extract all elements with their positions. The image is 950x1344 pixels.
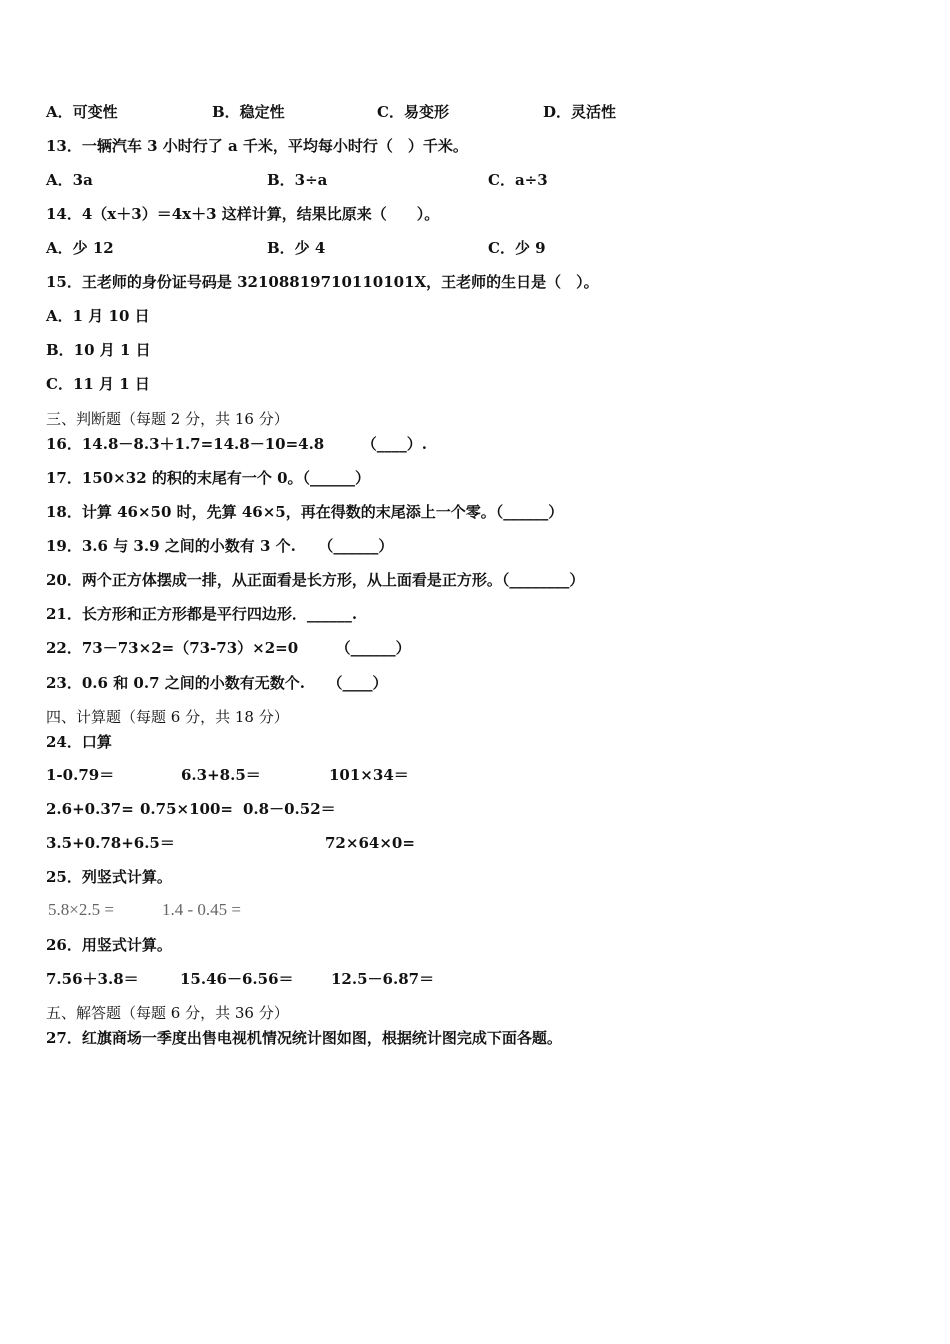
q23: 23．0.6 和 0.7 之间的小数有无数个. （____） — [46, 674, 388, 692]
q13-option-b: B．3÷a — [267, 171, 328, 189]
q13-stem: 13．一辆汽车 3 小时行了 a 千米，平均每小时行（ ）千米。 — [46, 137, 468, 155]
q26-expr-1: 7.56＋3.8＝ — [46, 970, 139, 988]
q26-expr-2: 15.46－6.56＝ — [180, 970, 294, 988]
q27-stem: 27．红旗商场一季度出售电视机情况统计图如图，根据统计图完成下面各题。 — [46, 1029, 562, 1047]
q18: 18．计算 46×50 时，先算 46×5，再在得数的末尾添上一个零。（______） — [46, 503, 564, 521]
q17: 17．150×32 的积的末尾有一个 0。（______） — [46, 469, 371, 487]
q24-r1-expr-2: 6.3+8.5＝ — [181, 766, 261, 784]
q24-r2-expr-1: 2.6+0.37= — [46, 800, 134, 818]
q14-option-a: A．少 12 — [46, 239, 114, 257]
q14-option-b: B．少 4 — [267, 239, 326, 257]
q15-option-a: A．1 月 10 日 — [46, 307, 150, 325]
q24-r3-expr-1: 3.5+0.78+6.5＝ — [46, 834, 175, 852]
q15-stem: 15．王老师的身份证号码是 32108819710110101X，王老师的生日是（ ）。 — [46, 273, 599, 291]
q19: 19．3.6 与 3.9 之间的小数有 3 个. （______） — [46, 537, 394, 555]
section-3-title: 三、判断题（每题 2 分，共 16 分） — [46, 410, 289, 428]
q25-expr-2: 1.4 - 0.45 = — [162, 900, 241, 919]
q14-option-c: C．少 9 — [488, 239, 546, 257]
q25-expr-1: 5.8×2.5 = — [48, 900, 114, 919]
q24-stem: 24．口算 — [46, 733, 112, 751]
q24-r1-expr-3: 101×34＝ — [329, 766, 409, 784]
q21: 21．长方形和正方形都是平行四边形．______. — [46, 605, 358, 623]
q12-option-b: B．稳定性 — [212, 103, 285, 121]
section-5-title: 五、解答题（每题 6 分，共 36 分） — [46, 1004, 289, 1022]
q16: 16．14.8－8.3＋1.7=14.8－10=4.8 （____）. — [46, 435, 427, 453]
q20: 20．两个正方体摆成一排，从正面看是长方形，从上面看是正方形。（________） — [46, 571, 585, 589]
q13-option-a: A．3a — [46, 171, 93, 189]
q15-option-b: B．10 月 1 日 — [46, 341, 151, 359]
q12-option-c: C．易变形 — [377, 103, 449, 121]
q12-option-d: D．灵活性 — [543, 103, 617, 121]
q26-expr-3: 12.5－6.87＝ — [331, 970, 435, 988]
q13-option-c: C．a÷3 — [488, 171, 548, 189]
q22: 22．73－73×2=（73-73）×2=0 （______） — [46, 639, 411, 657]
section-4-title: 四、计算题（每题 6 分，共 18 分） — [46, 708, 289, 726]
q26-stem: 26．用竖式计算。 — [46, 936, 172, 954]
q24-r1-expr-1: 1-0.79＝ — [46, 766, 115, 784]
q15-option-c: C．11 月 1 日 — [46, 375, 150, 393]
q25-stem: 25．列竖式计算。 — [46, 868, 172, 886]
q24-r2-expr-3: 0.8－0.52＝ — [243, 800, 336, 818]
q14-stem: 14．4（x＋3）＝4x＋3 这样计算，结果比原来（ ）。 — [46, 205, 440, 223]
q12-option-a: A．可变性 — [46, 103, 118, 121]
q24-r2-expr-2: 0.75×100= — [140, 800, 233, 818]
q24-r3-expr-2: 72×64×0= — [325, 834, 415, 852]
